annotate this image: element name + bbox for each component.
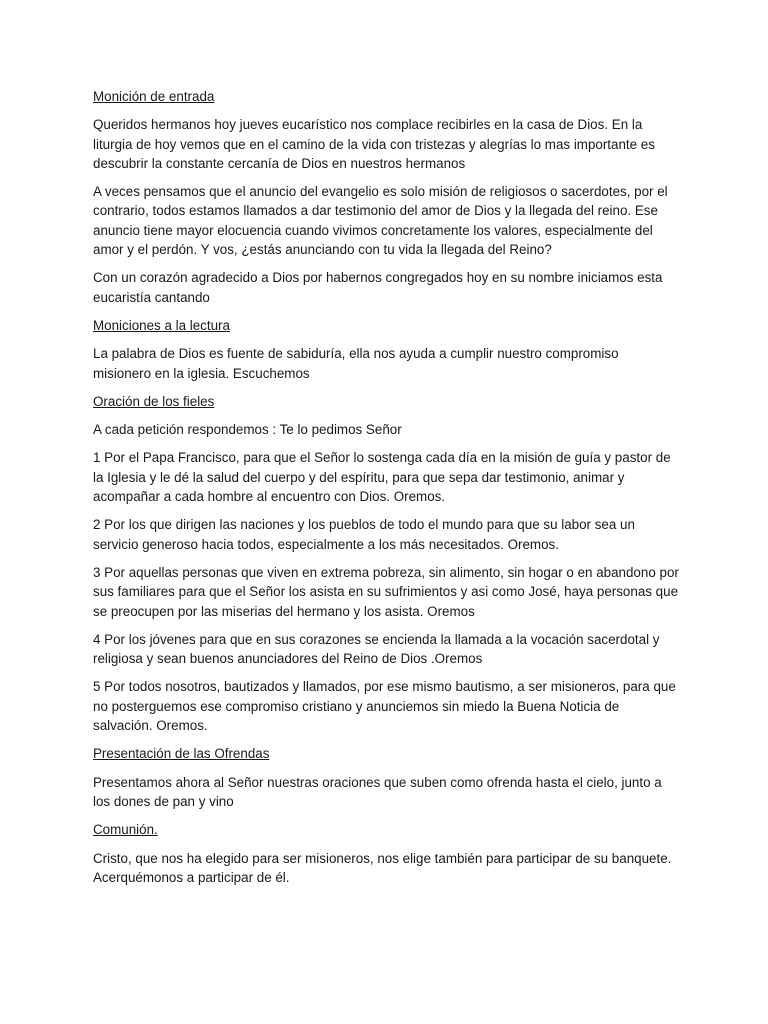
petition-item: 1 Por el Papa Francisco, para que el Señor lo sostenga cada día en la misión de guía y pastor de la Iglesia y le dé la salud del cuerpo y del espíritu, para que sepa dar testimonio, animar y acompañar a cada hombre al encuentro con Dios. Oremos. <box>93 450 671 505</box>
section-presentacion-ofrendas <box>93 744 679 811</box>
section-oracion-fieles <box>93 392 679 735</box>
paragraph: A veces pensamos que el anuncio del evangelio es solo misión de religiosos o sacerdotes, por el contrario, todos estamos llamados a dar testimonio del amor de Dios y la llegada del reino. Ese anuncio tiene mayor elocuencia cuando vivimos concretamente los valores, especialmente del amor y el perdón. Y vos, ¿estás anunciando con tu vida la llegada del Reino? <box>93 184 668 258</box>
section-monicion-entrada <box>93 87 679 307</box>
section-heading: Moniciones a la lectura <box>93 317 230 333</box>
document-body <box>93 87 679 896</box>
section-heading: Oración de los fieles <box>93 393 215 409</box>
paragraph: Queridos hermanos hoy jueves eucarístico nos complace recibirles en la casa de Dios. En la liturgia de hoy vemos que en el camino de la vida con tristezas y alegrías lo mas importante es descubrir la constante cercanía de Dios en nuestros hermanos <box>93 117 655 171</box>
paragraph: Con un corazón agradecido a Dios por habernos congregados hoy en su nombre iniciamos esta eucaristía cantando <box>93 270 663 305</box>
section-heading: Presentación de las Ofrendas <box>93 746 270 762</box>
petition-item: 5 Por todos nosotros, bautizados y llamados, por ese mismo bautismo, a ser misioneros, para que no posterguemos ese compromiso cristiano y anunciemos sin miedo la Buena Noticia de salvación. Oremos. <box>93 679 676 734</box>
section-heading: Comunión. <box>93 822 158 838</box>
section-heading: Monición de entrada <box>93 89 215 104</box>
petition-item: 4 Por los jóvenes para que en sus corazones se encienda la llamada a la vocación sacerdotal y religiosa y sean buenos anunciadores del Reino de Dios .Oremos <box>93 631 660 667</box>
section-comunion <box>93 820 679 887</box>
section-moniciones-lectura <box>93 316 679 383</box>
paragraph: A cada petición respondemos : Te lo pedimos Señor <box>93 422 402 438</box>
paragraph: La palabra de Dios es fuente de sabiduría, ella nos ayuda a cumplir nuestro compromiso misionero en la iglesia. Escuchemos <box>93 346 619 381</box>
petition-item: 2 Por los que dirigen las naciones y los pueblos de todo el mundo para que su labor sea un servicio generoso hacia todos, especialmente a los más necesitados. Oremos. <box>93 517 635 552</box>
petition-item: 3 Por aquellas personas que viven en extrema pobreza, sin alimento, sin hogar o en abandono por sus familiares para que el Señor los asista en su sufrimientos y asi como José, haya personas que se preocupen por las miserias del hermano y los asista. Oremos <box>93 564 679 619</box>
paragraph: Presentamos ahora al Señor nuestras oraciones que suben como ofrenda hasta el cielo, junto a los dones de pan y vino <box>93 774 662 809</box>
paragraph: Cristo, que nos ha elegido para ser misioneros, nos elige también para participar de su banquete. Acerquémonos a participar de él. <box>93 850 672 885</box>
